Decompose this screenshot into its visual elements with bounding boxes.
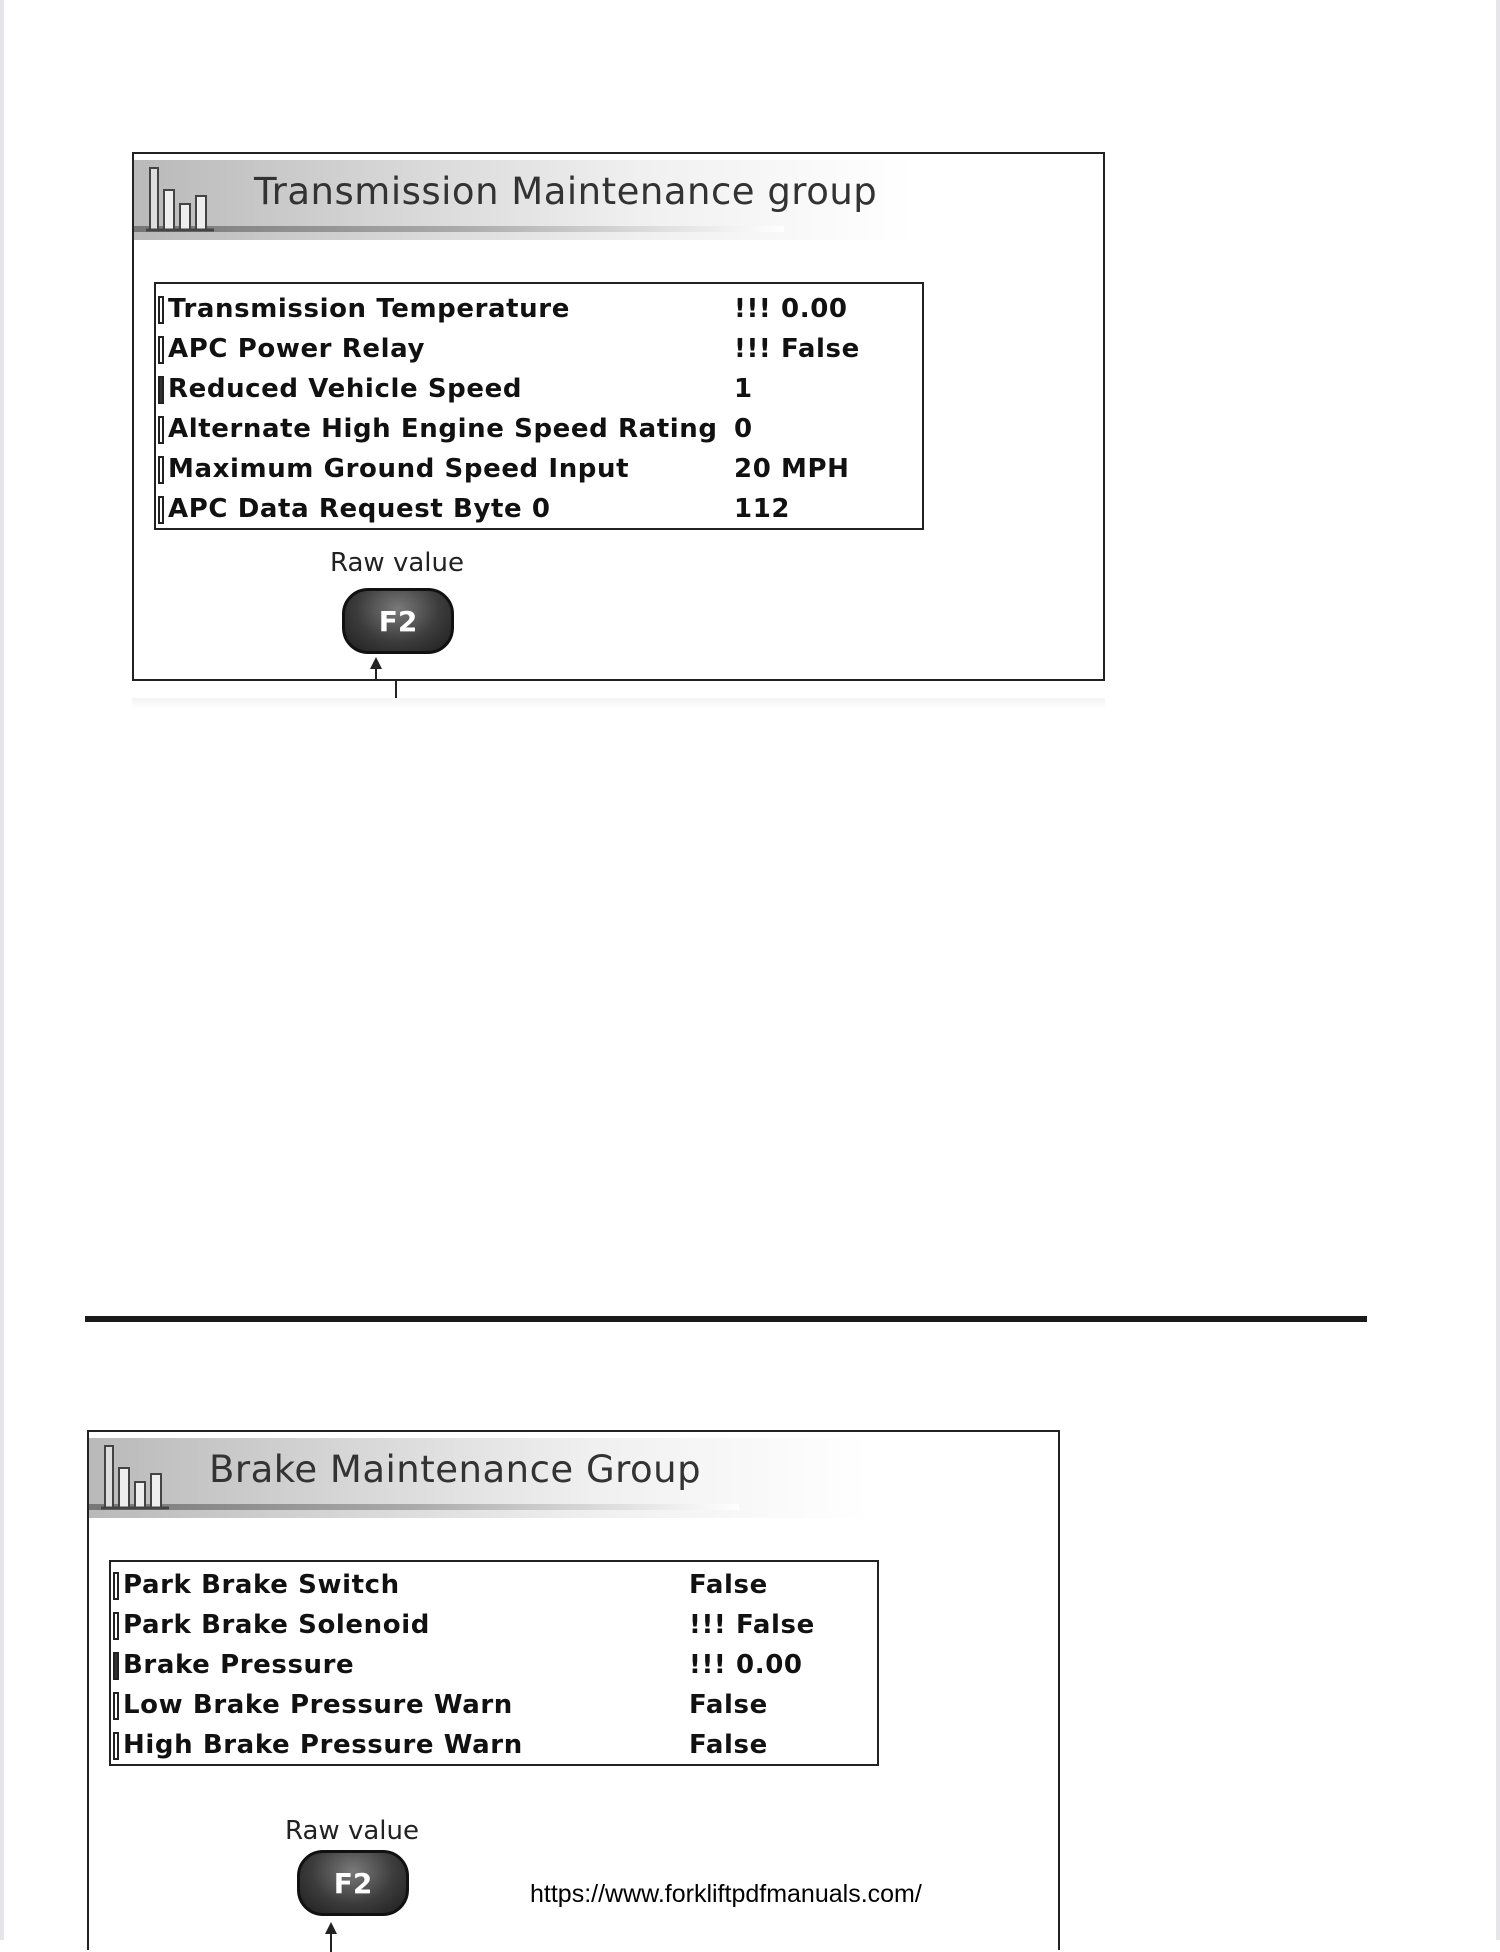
table-row[interactable]: [156, 330, 922, 370]
page-edge-left: [0, 0, 4, 1940]
table-row[interactable]: [111, 1646, 877, 1686]
page-edge-right: [1496, 0, 1500, 1940]
row-label: APC Data Request Byte 0: [168, 494, 551, 524]
table-row[interactable]: [156, 290, 922, 330]
row-marker-icon: [158, 296, 164, 324]
row-marker-icon: [113, 1732, 119, 1760]
row-value: 1: [734, 374, 753, 404]
panel-title: Brake Maintenance Group: [209, 1448, 702, 1491]
row-value: !!! 0.00: [689, 1650, 803, 1680]
row-marker-icon: [158, 336, 164, 364]
row-marker-icon: [158, 416, 164, 444]
pointer-line: [330, 1932, 332, 1952]
row-label: Low Brake Pressure Warn: [123, 1690, 513, 1720]
row-value: !!! False: [734, 334, 860, 364]
row-value: False: [689, 1730, 768, 1760]
row-marker-icon: [113, 1612, 119, 1640]
row-label: Alternate High Engine Speed Rating: [168, 414, 718, 444]
row-value: False: [689, 1570, 768, 1600]
panel-title-underline: [134, 226, 784, 232]
row-label: Park Brake Switch: [123, 1570, 400, 1600]
bar-chart-icon: [146, 164, 214, 234]
table-row[interactable]: [111, 1566, 877, 1606]
transmission-maintenance-panel: [132, 152, 1105, 681]
row-marker-icon: [113, 1692, 119, 1720]
row-value: 20 MPH: [734, 454, 850, 484]
parameter-table: [154, 282, 924, 530]
row-label: Maximum Ground Speed Input: [168, 454, 630, 484]
row-marker-icon: [113, 1652, 119, 1680]
row-marker-icon: [158, 376, 164, 404]
row-label: Transmission Temperature: [168, 294, 570, 324]
row-label: Brake Pressure: [123, 1650, 355, 1680]
raw-value-label: Raw value: [285, 1816, 419, 1846]
table-row[interactable]: [156, 490, 922, 530]
row-value: !!! 0.00: [734, 294, 848, 324]
table-row[interactable]: [111, 1726, 877, 1766]
row-label: Reduced Vehicle Speed: [168, 374, 523, 404]
row-value: False: [689, 1690, 768, 1720]
table-row[interactable]: [111, 1606, 877, 1646]
row-label: Park Brake Solenoid: [123, 1610, 430, 1640]
pointer-line: [375, 666, 377, 681]
f2-raw-value-button[interactable]: F2: [297, 1850, 409, 1916]
table-row[interactable]: [156, 370, 922, 410]
row-label: High Brake Pressure Warn: [123, 1730, 523, 1760]
panel-shadow: [132, 698, 1105, 710]
table-row[interactable]: [156, 410, 922, 450]
panel-title-underline: [89, 1504, 739, 1510]
row-label: APC Power Relay: [168, 334, 426, 364]
bar-chart-icon: [101, 1442, 169, 1512]
raw-value-label: Raw value: [330, 548, 464, 578]
parameter-table: [109, 1560, 879, 1766]
row-value: 0: [734, 414, 753, 444]
f2-raw-value-button[interactable]: F2: [342, 588, 454, 654]
brake-maintenance-panel: [87, 1430, 1060, 1950]
row-value: 112: [734, 494, 791, 524]
row-marker-icon: [113, 1572, 119, 1600]
section-divider: [85, 1316, 1367, 1322]
row-marker-icon: [158, 496, 164, 524]
table-row[interactable]: [111, 1686, 877, 1726]
footer-url-link[interactable]: https://www.forkliftpdfmanuals.com/: [530, 1880, 922, 1908]
row-marker-icon: [158, 456, 164, 484]
table-row[interactable]: [156, 450, 922, 490]
row-value: !!! False: [689, 1610, 815, 1640]
panel-title: Transmission Maintenance group: [254, 170, 878, 213]
